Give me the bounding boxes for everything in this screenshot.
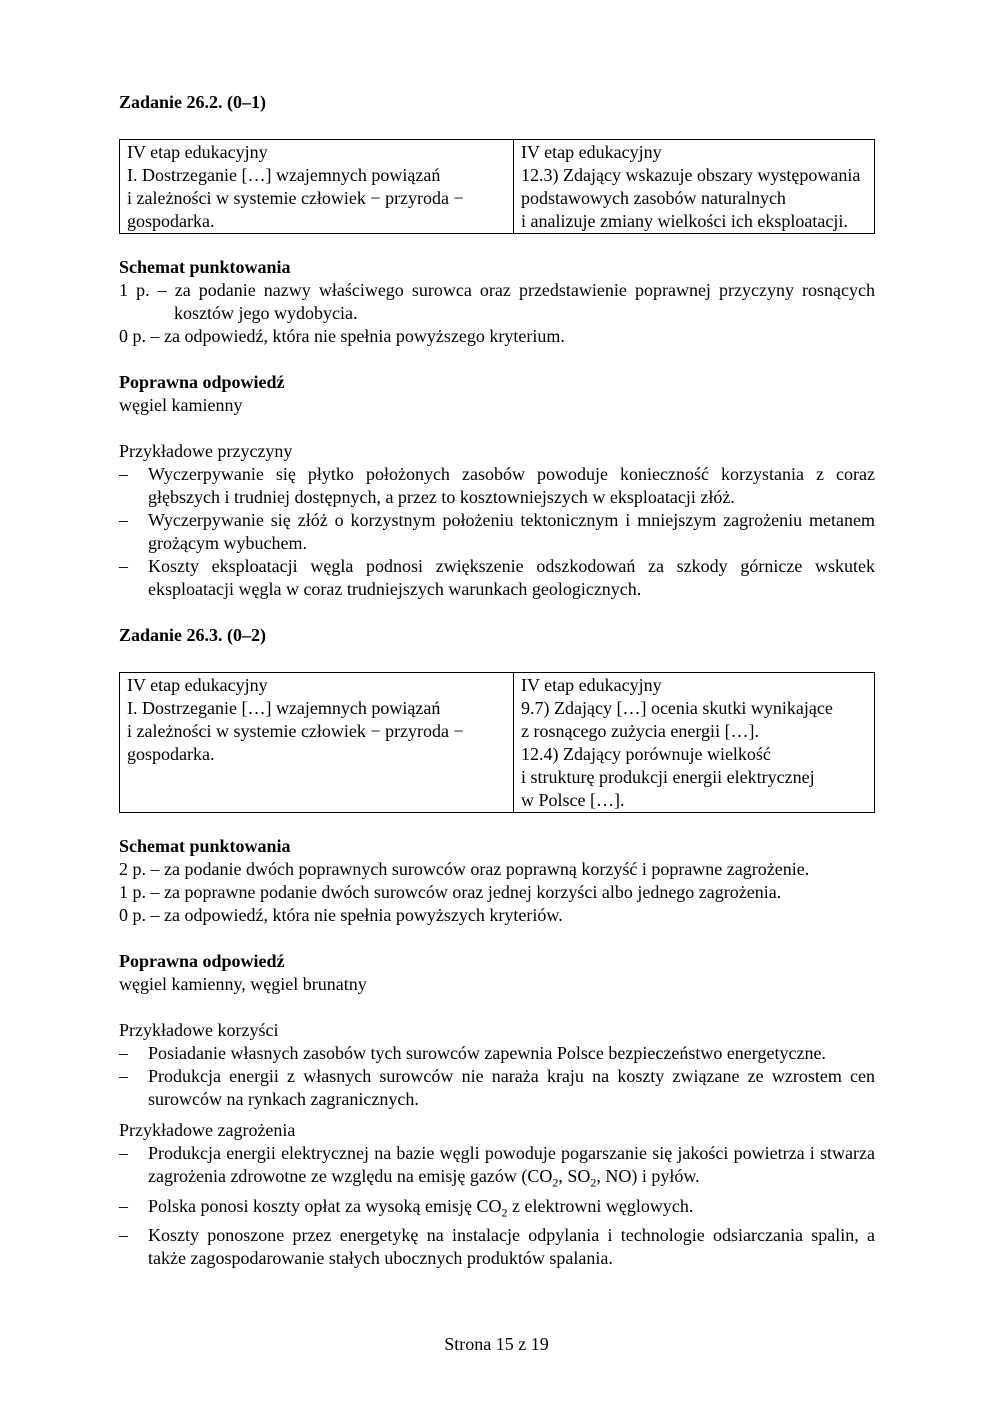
text-part: , SO xyxy=(558,1166,591,1186)
table-line: I. Dostrzeganie […] wzajemnych powiązań xyxy=(127,165,441,185)
dash-bullet: – xyxy=(119,1066,128,1086)
dash-bullet: – xyxy=(119,556,128,576)
subscript: 2 xyxy=(590,1175,597,1190)
table-line: i zależności w systemie człowiek − przyroda − xyxy=(127,721,464,741)
examples-heading: Przykładowe przyczyny xyxy=(119,441,293,461)
list-item-text: Produkcja energii z własnych surowców nie naraża kraju na koszty związane ze wzrostem cen surowców na rynkach zagranicznych. xyxy=(148,1066,875,1109)
table-line: IV etap edukacyjny xyxy=(127,142,268,162)
dash-bullet: – xyxy=(119,1143,128,1163)
table-line: 9.7) Zdający […] ocenia skutki wynikające xyxy=(521,698,833,718)
table-line: z rosnącego zużycia energii […]. xyxy=(521,721,760,741)
text-part: Produkcja energii elektrycznej na bazie węgli powoduje pogarszanie się jakości powietrza i stwarza zagrożenia zdrowotne ze względu na emisję gazów (CO xyxy=(148,1143,875,1186)
text-part: z elektrowni węglowych. xyxy=(507,1195,694,1216)
text-part: , NO) i pyłów. xyxy=(596,1166,700,1186)
benefits-heading: Przykładowe korzyści xyxy=(119,1020,279,1040)
list-item xyxy=(119,1142,875,1195)
table-line: IV etap edukacyjny xyxy=(521,142,662,162)
general-requirement-cell xyxy=(120,140,514,234)
task-26-3-requirements-table xyxy=(119,672,875,813)
text-part: Polska ponosi koszty opłat za wysoką emisję CO xyxy=(148,1195,502,1216)
subscript: 2 xyxy=(552,1175,559,1190)
answer-heading: Poprawna odpowiedź xyxy=(119,951,285,971)
list-item-text: Posiadanie własnych zasobów tych surowców zapewnia Polsce bezpieczeństwo energetyczne. xyxy=(148,1043,826,1063)
table-line: i zależności w systemie człowiek − przyroda − xyxy=(127,188,464,208)
task-26-2-requirements-table xyxy=(119,139,875,234)
list-item-text: Koszty eksploatacji węgla podnosi zwiększenie odszkodowań za szkody górnicze wskutek eksploatacji węgla w coraz trudniejszych warunkach geologicznych. xyxy=(148,556,875,599)
table-line: i strukturę produkcji energii elektrycznej xyxy=(521,767,815,787)
list-item xyxy=(119,1224,875,1270)
subscript: 2 xyxy=(501,1205,508,1220)
list-item xyxy=(119,509,875,555)
list-item xyxy=(119,1195,875,1225)
score-lead: 1 p. – xyxy=(119,280,175,300)
scoring-heading: Schemat punktowania xyxy=(119,836,291,856)
list-item xyxy=(119,1042,875,1065)
dash-bullet: – xyxy=(119,1225,128,1246)
score-text: za podanie nazwy właściwego surowca oraz przedstawienie poprawnej przyczyny rosnących kosztów jego wydobycia. xyxy=(174,280,875,323)
list-item xyxy=(119,463,875,509)
table-line: gospodarka. xyxy=(127,211,215,231)
table-line: 12.3) Zdający wskazuje obszary występowania xyxy=(521,165,861,185)
table-line: gospodarka. xyxy=(127,744,215,764)
benefits-list xyxy=(119,1042,875,1111)
scoring-line xyxy=(119,325,875,348)
threats-heading: Przykładowe zagrożenia xyxy=(119,1120,296,1140)
table-line: IV etap edukacyjny xyxy=(127,675,268,695)
scoring-line: 0 p. – za odpowiedź, która nie spełnia powyższych kryteriów. xyxy=(119,905,563,925)
list-item-text xyxy=(148,1143,875,1190)
score-text: za odpowiedź, która nie spełnia powyższego kryterium. xyxy=(164,326,565,346)
dash-bullet: – xyxy=(119,1195,128,1216)
list-item xyxy=(119,555,875,601)
table-line: podstawowych zasobów naturalnych xyxy=(521,188,786,208)
dash-bullet: – xyxy=(119,510,128,530)
table-line: i analizuje zmiany wielkości ich eksploatacji. xyxy=(521,211,848,231)
content xyxy=(119,91,875,1270)
task-26-3-title: Zadanie 26.3. (0–2) xyxy=(119,625,267,645)
scoring-line: 2 p. – za podanie dwóch poprawnych surowców oraz poprawną korzyść i poprawne zagrożenie. xyxy=(119,859,810,879)
list-item-text: Wyczerpywanie się płytko położonych zasobów powoduje konieczność korzystania z coraz głębszych i trudniej dostępnych, a przez to kosztowniejszych w eksploatacji złóż. xyxy=(148,464,875,507)
dash-bullet: – xyxy=(119,464,128,484)
examples-list xyxy=(119,463,875,601)
task-26-2-title: Zadanie 26.2. (0–1) xyxy=(119,92,267,112)
table-line: I. Dostrzeganie […] wzajemnych powiązań xyxy=(127,698,441,718)
general-requirement-cell xyxy=(120,673,514,813)
table-line: IV etap edukacyjny xyxy=(521,675,662,695)
scoring-line xyxy=(119,279,875,325)
correct-answer: węgiel kamienny, węgiel brunatny xyxy=(119,974,367,994)
list-item-text: Wyczerpywanie się złóż o korzystnym położeniu tektonicznym i mniejszym zagrożeniu metanem grożącym wybuchem. xyxy=(148,510,875,553)
dash-bullet: – xyxy=(119,1043,128,1063)
threats-list xyxy=(119,1142,875,1270)
score-lead: 0 p. – xyxy=(119,326,164,346)
page-number: Strona 15 z 19 xyxy=(444,1334,549,1354)
list-item xyxy=(119,1065,875,1111)
correct-answer: węgiel kamienny xyxy=(119,395,243,415)
table-line: 12.4) Zdający porównuje wielkość xyxy=(521,744,771,764)
specific-requirement-cell xyxy=(514,673,875,813)
table-line: w Polsce […]. xyxy=(521,790,625,810)
list-item-text xyxy=(148,1195,694,1220)
specific-requirement-cell xyxy=(514,140,875,234)
scoring-heading: Schemat punktowania xyxy=(119,257,291,277)
list-item-text: Koszty ponoszone przez energetykę na instalacje odpylania i technologie odsiarczania spalin, a także zagospodarowanie stałych ubocznych produktów spalania. xyxy=(148,1225,875,1269)
scoring-line: 1 p. – za poprawne podanie dwóch surowców oraz jednej korzyści albo jednego zagrożenia. xyxy=(119,882,782,902)
answer-heading: Poprawna odpowiedź xyxy=(119,372,285,392)
